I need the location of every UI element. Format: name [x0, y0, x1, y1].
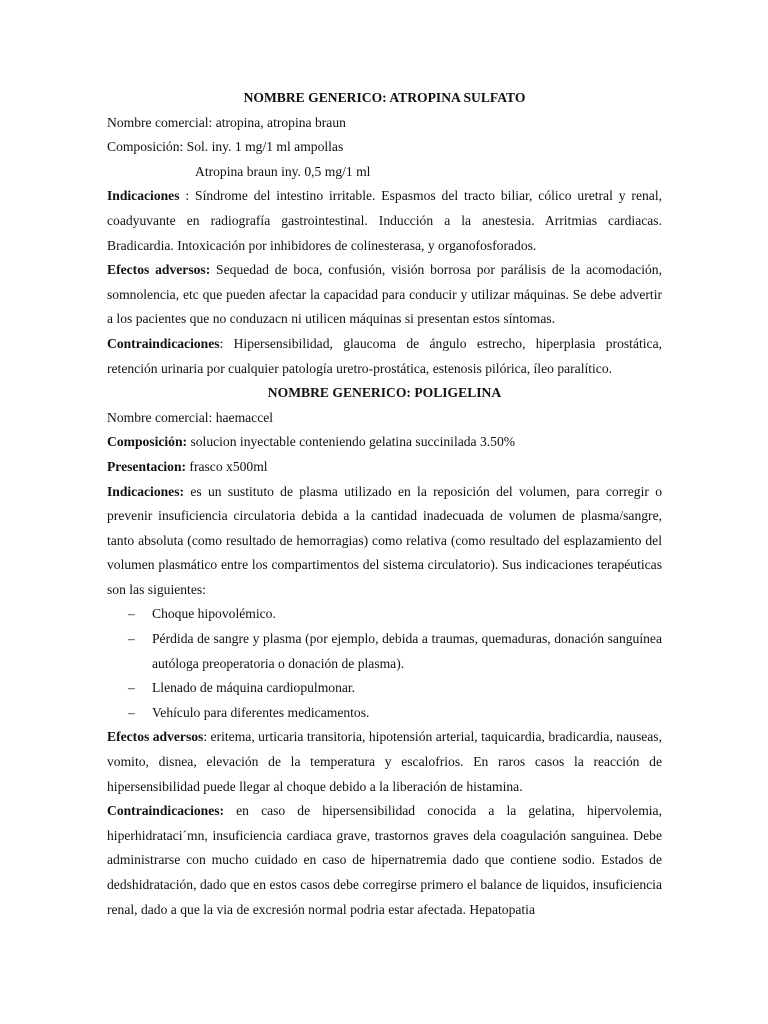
- dash-bullet: –: [128, 631, 135, 647]
- atropina-efectos: [107, 258, 662, 332]
- contra-label: Contraindicaciones: [107, 335, 220, 351]
- dash-bullet: –: [128, 704, 135, 720]
- list-item-text: Vehículo para diferentes medicamentos.: [152, 704, 370, 720]
- atropina-contraindicaciones: [107, 332, 662, 381]
- dash-bullet: –: [128, 680, 135, 696]
- efectos-text: : eritema, urticaria transitoria, hipotensión arterial, taquicardia, bradicardia, nauseas, vomito, disnea, elevación de la temperatura y escalofrios. En raros casos la reacción de hipersensibilidad puede llegar al choque debido a la liberación de histamina.: [107, 729, 662, 794]
- dash-bullet: –: [128, 606, 135, 622]
- list-item: [107, 627, 662, 676]
- contra-label: Contraindicaciones:: [107, 803, 225, 819]
- atropina-indicaciones: [107, 184, 662, 258]
- indicaciones-text: es un sustituto de plasma utilizado en la reposición del volumen, para corregir o prevenir insuficiencia circulatoria debida a la cantidad inadecuada de volumen de plasma/sangre, tanto absoluta (como resultado de hemorragias) como relativa (como resultado del esplazamiento del volumen plasmático entre los compartimentos del sistema circulatorio). Sus indicaciones terapéuticas son las siguientes:: [107, 483, 662, 597]
- poligelina-efectos: [107, 725, 662, 799]
- indicaciones-label: Indicaciones:: [107, 483, 185, 499]
- poligelina-indicaciones: [107, 480, 662, 603]
- indicaciones-text: : Síndrome del intestino irritable. Espasmos del tracto biliar, cólico uretral y renal, coadyuvante en radiografía gastrointestinal. Inducción a la anestesia. Arritmias cardiacas. Bradicardia. Intoxicación por inhibidores de colinesterasa, y organofosforados.: [107, 188, 662, 253]
- poligelina-composicion: [107, 430, 662, 455]
- efectos-label: Efectos adversos: [107, 729, 204, 745]
- atropina-composicion: Composición: Sol. iny. 1 mg/1 ml ampollas: [107, 139, 344, 155]
- list-item-text: Choque hipovolémico.: [152, 606, 276, 622]
- list-item: [107, 676, 662, 701]
- presentacion-text: frasco x500ml: [186, 458, 268, 474]
- efectos-text: Sequedad de boca, confusión, visión borrosa por parálisis de la acomodación, somnolencia, etc que pueden afectar la capacidad para conducir y utilizar máquinas. Se debe advertir a los pacientes que no conduzacn ni utilicen máquinas si presentan estos síntomas.: [107, 262, 662, 327]
- indicaciones-label: Indicaciones: [107, 188, 180, 204]
- heading-atropina: NOMBRE GENERICO: ATROPINA SULFATO: [243, 90, 526, 105]
- poligelina-nombre-comercial: Nombre comercial: haemaccel: [107, 409, 274, 425]
- heading-poligelina: NOMBRE GENERICO: POLIGELINA: [267, 385, 502, 401]
- document-page: [107, 86, 662, 922]
- contra-text: : Hipersensibilidad, glaucoma de ángulo estrecho, hiperplasia prostática, retención urinaria por cualquier patología uretro-prostática, estenosis pilórica, íleo paralítico.: [107, 335, 662, 376]
- poligelina-presentacion: [107, 455, 662, 480]
- presentacion-label: Presentacion:: [107, 458, 187, 474]
- atropina-nombre-comercial: Nombre comercial: atropina, atropina braun: [107, 114, 346, 130]
- list-item-text: Llenado de máquina cardiopulmonar.: [152, 680, 356, 696]
- contra-text: en caso de hipersensibilidad conocida a la gelatina, hipervolemia, hiperhidrataci´mn, insuficiencia cardiaca grave, trastornos graves dela coagulación sanguinea. Debe administrarse con mucho cuidado en caso de hipernatremia dado que contiene sodio. Estados de dedshidratación, dado que en estos casos debe corregirse primero el balance de liquidos, insuficiencia renal, dado a que la via de excresión normal podria estar afectada. Hepatopatia: [107, 803, 662, 917]
- list-item: [107, 602, 662, 627]
- efectos-label: Efectos adversos:: [107, 262, 211, 278]
- atropina-composicion-braun: Atropina braun iny. 0,5 mg/1 ml: [195, 163, 371, 179]
- composicion-label: Composición:: [107, 434, 188, 450]
- indicaciones-list: [107, 602, 662, 725]
- list-item-text: Pérdida de sangre y plasma (por ejemplo, debida a traumas, quemaduras, donación sanguínea autóloga preoperatoria o donación de plasma).: [152, 631, 662, 671]
- poligelina-contraindicaciones: [107, 799, 662, 922]
- composicion-text: solucion inyectable conteniendo gelatina succinilada 3.50%: [187, 434, 516, 450]
- list-item: [107, 701, 662, 726]
